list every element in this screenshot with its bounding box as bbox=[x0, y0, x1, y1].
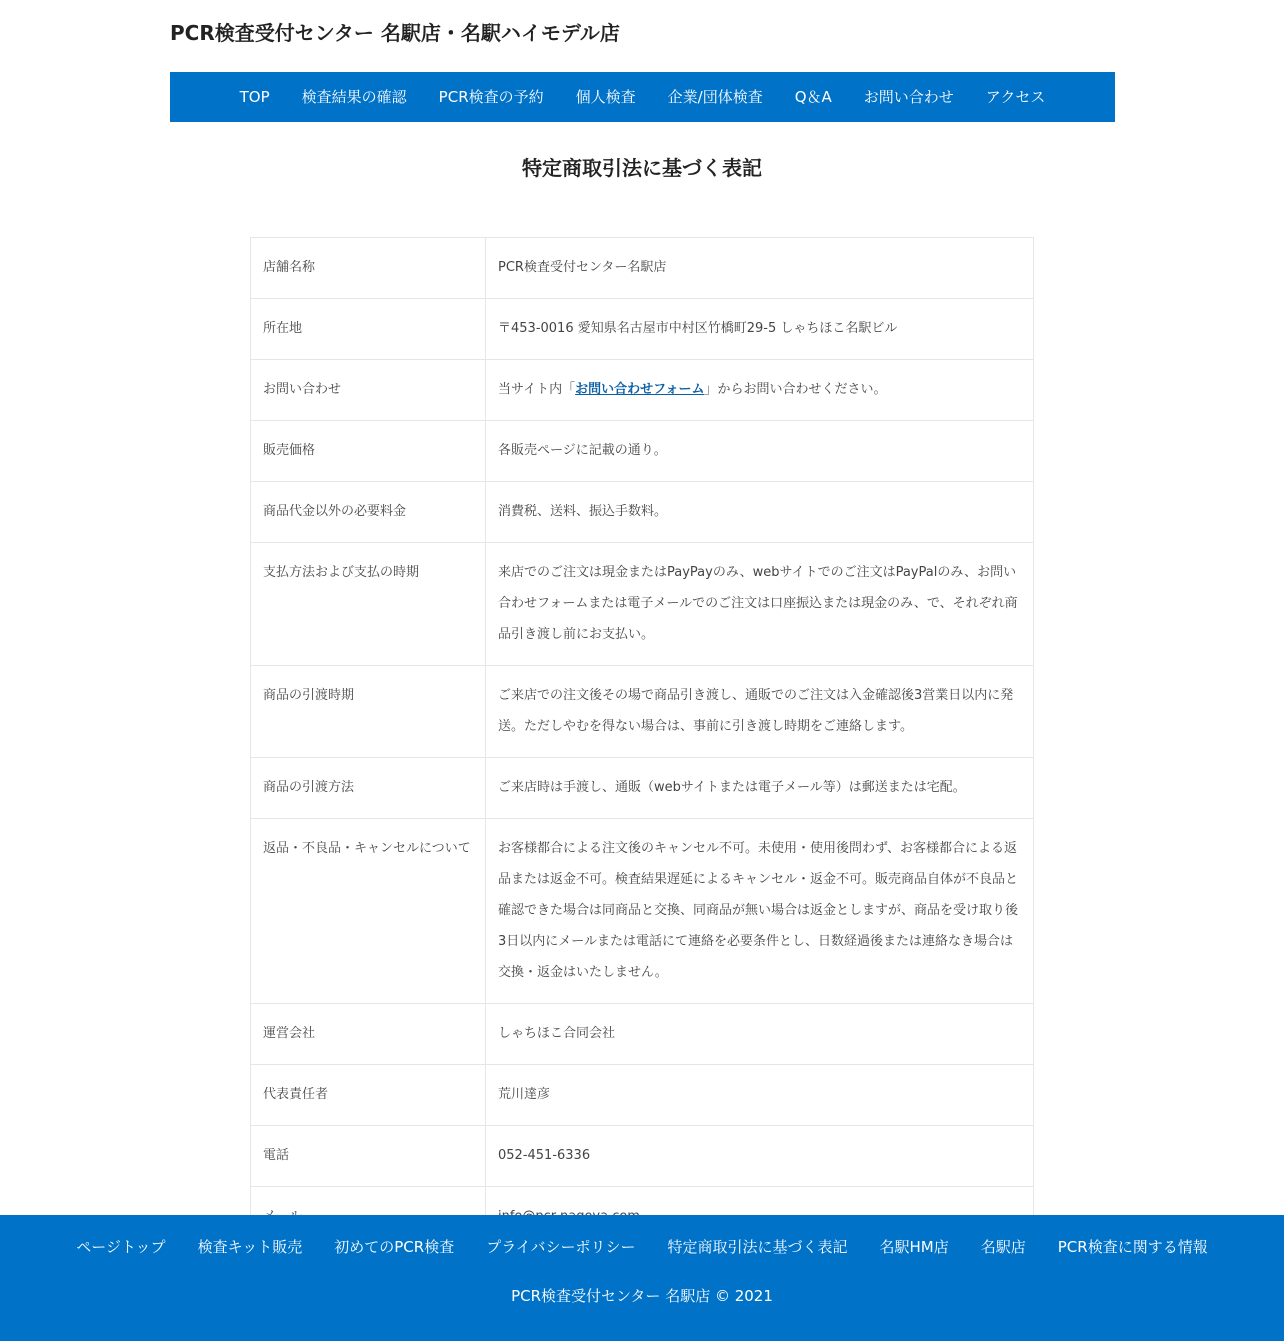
footer-link-commerce-law[interactable]: 特定商取引法に基づく表記 bbox=[667, 1238, 848, 1256]
contact-suffix: 」からお問い合わせください。 bbox=[704, 382, 887, 397]
row-label: 店舗名称 bbox=[251, 238, 486, 299]
table-row bbox=[251, 299, 1034, 360]
table-row bbox=[251, 360, 1034, 421]
global-nav bbox=[170, 72, 1115, 122]
row-label: 所在地 bbox=[251, 299, 486, 360]
nav-qa[interactable]: Q＆A bbox=[794, 88, 832, 106]
table-row bbox=[251, 1126, 1034, 1187]
row-label: 代表責任者 bbox=[251, 1065, 486, 1126]
nav-contact[interactable]: お問い合わせ bbox=[863, 88, 954, 106]
footer-link-page-top[interactable]: ページトップ bbox=[76, 1238, 166, 1256]
footer-link-pcr-info[interactable]: PCR検査に関する情報 bbox=[1057, 1238, 1208, 1256]
copyright: PCR検査受付センター 名駅店 © 2021 bbox=[511, 1287, 773, 1305]
table-row bbox=[251, 1004, 1034, 1065]
nav-reservation[interactable]: PCR検査の予約 bbox=[438, 88, 544, 106]
contact-form-link[interactable]: お問い合わせフォーム bbox=[575, 382, 705, 397]
table-row bbox=[251, 758, 1034, 819]
nav-top[interactable]: TOP bbox=[239, 88, 270, 106]
nav-access[interactable]: アクセス bbox=[985, 88, 1046, 106]
row-value: しゃちほこ合同会社 bbox=[486, 1004, 1034, 1065]
row-label: 商品代金以外の必要料金 bbox=[251, 482, 486, 543]
table-row bbox=[251, 421, 1034, 482]
footer-link-kit-sales[interactable]: 検査キット販売 bbox=[197, 1238, 303, 1256]
row-value: 来店でのご注文は現金またはPayPayのみ、webサイトでのご注文はPayPalのみ、お問い合わせフォームまたは電子メールでのご注文は口座振込または現金のみ、で、それぞれ商品引き渡し前にお支払い。 bbox=[486, 543, 1034, 666]
row-value bbox=[486, 360, 1034, 421]
footer-link-hm-store[interactable]: 名駅HM店 bbox=[879, 1238, 949, 1256]
page-title: 特定商取引法に基づく表記 bbox=[522, 156, 762, 180]
table-row bbox=[251, 666, 1034, 758]
commerce-info-table bbox=[250, 237, 1034, 1248]
row-value: PCR検査受付センター名駅店 bbox=[486, 238, 1034, 299]
row-label: 商品の引渡時期 bbox=[251, 666, 486, 758]
row-value: ご来店時は手渡し、通販（webサイトまたは電子メール等）は郵送または宅配。 bbox=[486, 758, 1034, 819]
footer-link-privacy[interactable]: プライバシーポリシー bbox=[486, 1238, 636, 1256]
row-value: 052-451-6336 bbox=[486, 1126, 1034, 1187]
footer-link-first-pcr[interactable]: 初めてのPCR検査 bbox=[334, 1238, 455, 1256]
row-value: お客様都合による注文後のキャンセル不可。未使用・使用後問わず、お客様都合による返品または返金不可。検査結果遅延によるキャンセル・返金不可。販売商品自体が不良品と確認できた場合は同商品と交換、同商品が無い場合は返金としますが、商品を受け取り後3日以内にメールまたは電話にて連絡を必要条件とし、日数経過後または連絡なき場合は交換・返金はいたしません。 bbox=[486, 819, 1034, 1004]
row-value: 荒川達彦 bbox=[486, 1065, 1034, 1126]
contact-prefix: 当サイト内「 bbox=[498, 382, 576, 397]
nav-individual[interactable]: 個人検査 bbox=[575, 88, 636, 106]
table-row bbox=[251, 819, 1034, 1004]
row-value: 〒453-0016 愛知県名古屋市中村区竹橋町29-5 しゃちほこ名駅ビル bbox=[486, 299, 1034, 360]
table-row bbox=[251, 238, 1034, 299]
table-row bbox=[251, 1065, 1034, 1126]
footer bbox=[0, 1215, 1284, 1341]
row-value: 各販売ページに記載の通り。 bbox=[486, 421, 1034, 482]
row-label: 商品の引渡方法 bbox=[251, 758, 486, 819]
footer-nav bbox=[0, 1235, 1284, 1259]
nav-results[interactable]: 検査結果の確認 bbox=[301, 88, 407, 106]
table-row bbox=[251, 482, 1034, 543]
table-row bbox=[251, 543, 1034, 666]
row-label: 支払方法および支払の時期 bbox=[251, 543, 486, 666]
row-label: 販売価格 bbox=[251, 421, 486, 482]
row-value: ご来店での注文後その場で商品引き渡し、通販でのご注文は入金確認後3営業日以内に発送。ただしやむを得ない場合は、事前に引き渡し時期をご連絡します。 bbox=[486, 666, 1034, 758]
nav-corporate[interactable]: 企業/団体検査 bbox=[667, 88, 763, 106]
row-value: 消費税、送料、振込手数料。 bbox=[486, 482, 1034, 543]
row-label: 返品・不良品・キャンセルについて bbox=[251, 819, 486, 1004]
site-title[interactable]: PCR検査受付センター 名駅店・名駅ハイモデル店 bbox=[170, 21, 620, 45]
row-label: お問い合わせ bbox=[251, 360, 486, 421]
row-label: 運営会社 bbox=[251, 1004, 486, 1065]
footer-link-meieki-store[interactable]: 名駅店 bbox=[980, 1238, 1026, 1256]
row-label: 電話 bbox=[251, 1126, 486, 1187]
